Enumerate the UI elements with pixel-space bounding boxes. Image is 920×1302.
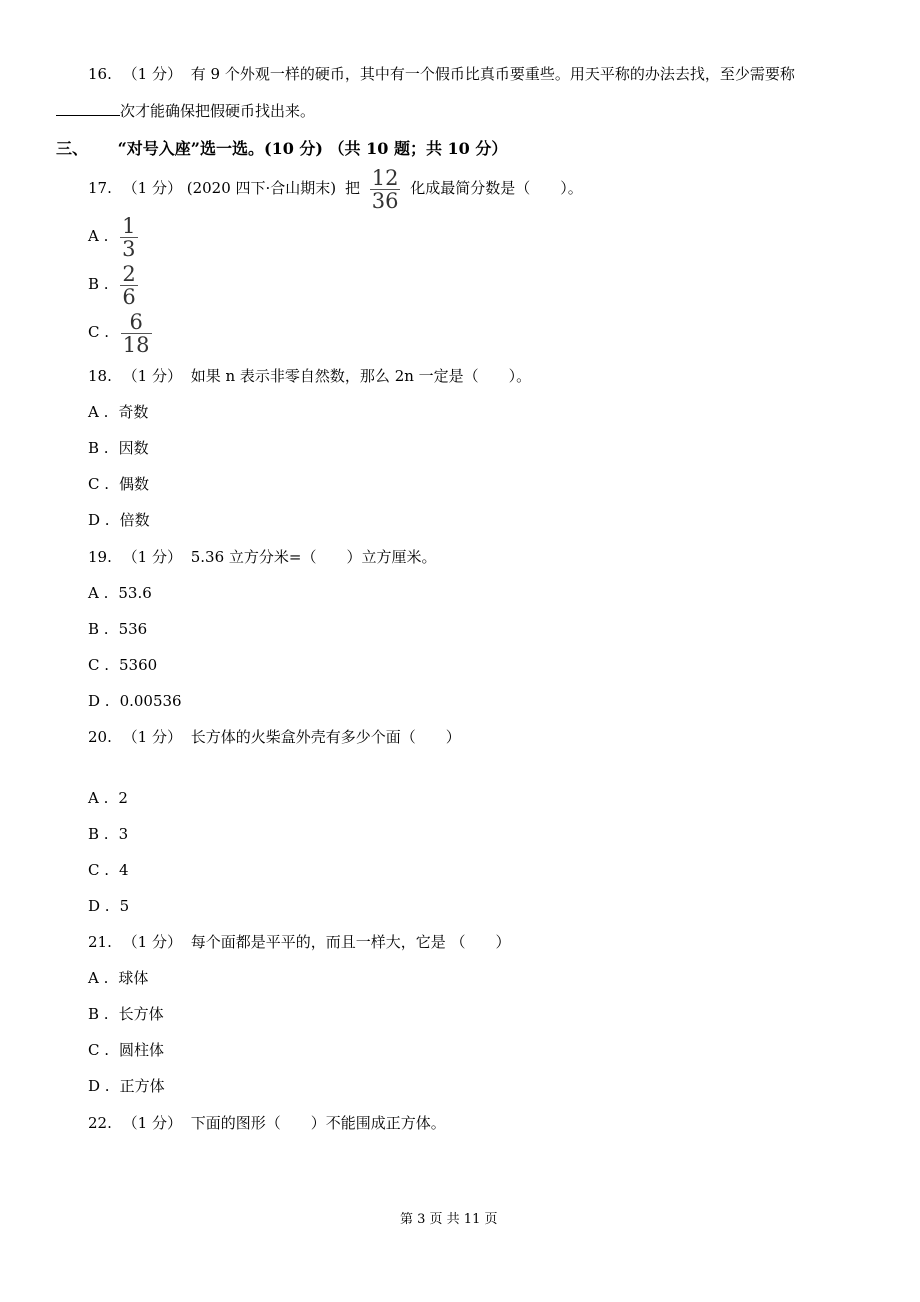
q16-number: 16. xyxy=(88,65,112,83)
option-letter: A . xyxy=(88,789,109,807)
q18-stem xyxy=(88,366,531,386)
q19-number: 19. xyxy=(88,548,112,566)
q17-option-c[interactable] xyxy=(88,310,151,355)
option-text: 536 xyxy=(118,620,148,638)
q21-option-c[interactable] xyxy=(88,1040,164,1060)
fraction-denominator: 6 xyxy=(122,284,136,309)
option-fraction xyxy=(121,213,136,261)
option-text: 5360 xyxy=(119,656,158,674)
q16-line1 xyxy=(88,64,795,84)
section-3-title: “对号入座”选一选。(10 分) （共 10 题；共 10 分） xyxy=(117,139,508,158)
q17-stem xyxy=(88,166,583,211)
option-text: 倍数 xyxy=(119,511,150,529)
option-text: 圆柱体 xyxy=(119,1041,165,1059)
q17-fraction xyxy=(371,165,400,213)
q22-number: 22. xyxy=(88,1114,112,1132)
page-footer: 第 3 页 共 11 页 xyxy=(400,1212,498,1227)
option-letter: B . xyxy=(88,1005,109,1023)
q17-score: （1 分） xyxy=(122,179,182,197)
option-fraction xyxy=(122,309,151,357)
q21-score: （1 分） xyxy=(122,933,182,951)
q16-answer-blank[interactable] xyxy=(56,101,120,116)
q18-option-d[interactable] xyxy=(88,510,150,530)
q17-fraction-denominator: 36 xyxy=(371,188,399,213)
q18-option-b[interactable] xyxy=(88,438,149,458)
option-letter: C . xyxy=(88,475,110,493)
q20-score: （1 分） xyxy=(122,728,182,746)
option-letter: B . xyxy=(88,825,109,843)
q16-line2 xyxy=(56,101,315,121)
option-text: 因数 xyxy=(118,439,149,457)
option-text: 5 xyxy=(119,897,130,915)
option-letter: C . xyxy=(88,323,110,341)
option-text: 奇数 xyxy=(118,403,149,421)
option-text: 长方体 xyxy=(118,1005,164,1023)
q17-option-b[interactable] xyxy=(88,262,137,307)
q19-text: 5.36 立方分米=（ ）立方厘米。 xyxy=(190,548,437,566)
q20-text: 长方体的火柴盒外壳有多少个面（ ） xyxy=(190,728,461,746)
q18-option-a[interactable] xyxy=(88,402,148,422)
option-text: 0.00536 xyxy=(119,692,182,710)
option-text: 正方体 xyxy=(119,1077,165,1095)
fraction-denominator: 3 xyxy=(122,236,136,261)
q17-fraction-numerator: 12 xyxy=(371,165,399,190)
q17-pre: 把 xyxy=(344,179,360,197)
option-text: 3 xyxy=(118,825,129,843)
q20-stem xyxy=(88,727,461,747)
option-letter: C . xyxy=(88,1041,110,1059)
q16-text-cont: 次才能确保把假硬币找出来。 xyxy=(120,102,316,120)
option-text: 2 xyxy=(118,789,128,807)
q22-score: （1 分） xyxy=(122,1114,182,1132)
q16-text: 有 9 个外观一样的硬币，其中有一个假币比真币要重些。用天平称的办法去找，至少需要称 xyxy=(190,65,795,83)
fraction-numerator: 1 xyxy=(122,213,136,238)
option-letter: D . xyxy=(88,692,110,710)
option-letter: A . xyxy=(88,403,109,421)
q19-option-b[interactable] xyxy=(88,619,147,639)
q17-option-a[interactable] xyxy=(88,214,137,259)
q19-score: （1 分） xyxy=(122,548,182,566)
option-letter: C . xyxy=(88,656,110,674)
option-text: 球体 xyxy=(118,969,149,987)
option-letter: A . xyxy=(88,584,109,602)
q17-source: (2020 四下·合山期末) xyxy=(186,179,337,197)
q22-text: 下面的图形（ ）不能围成正方体。 xyxy=(190,1114,446,1132)
q20-option-c[interactable] xyxy=(88,860,129,880)
option-text: 53.6 xyxy=(118,584,152,602)
q20-option-a[interactable] xyxy=(88,788,128,808)
q18-text: 如果 n 表示非零自然数，那么 2n 一定是（ ）。 xyxy=(190,367,532,385)
option-letter: B . xyxy=(88,439,109,457)
q16-score: （1 分） xyxy=(122,65,182,83)
option-letter: B . xyxy=(88,620,109,638)
q22-stem xyxy=(88,1113,446,1133)
q21-option-a[interactable] xyxy=(88,968,148,988)
q18-option-c[interactable] xyxy=(88,474,149,494)
option-letter: D . xyxy=(88,1077,110,1095)
q20-option-d[interactable] xyxy=(88,896,129,916)
q20-option-b[interactable] xyxy=(88,824,128,844)
q21-number: 21. xyxy=(88,933,112,951)
q19-option-a[interactable] xyxy=(88,583,152,603)
q21-text: 每个面都是平平的，而且一样大，它是 （ ） xyxy=(190,933,511,951)
q19-option-c[interactable] xyxy=(88,655,157,675)
fraction-numerator: 2 xyxy=(122,261,136,286)
option-letter: D . xyxy=(88,511,110,529)
q21-option-d[interactable] xyxy=(88,1076,165,1096)
fraction-denominator: 18 xyxy=(122,332,150,357)
option-fraction xyxy=(121,261,136,309)
q18-number: 18. xyxy=(88,367,112,385)
q17-post: 化成最简分数是（ ）。 xyxy=(410,179,583,197)
option-letter: B . xyxy=(88,275,109,293)
section-3-header xyxy=(56,136,507,159)
q20-number: 20. xyxy=(88,728,112,746)
option-letter: A . xyxy=(88,227,109,245)
option-text: 偶数 xyxy=(119,475,150,493)
fraction-numerator: 6 xyxy=(129,309,143,334)
option-letter: C . xyxy=(88,861,110,879)
q19-option-d[interactable] xyxy=(88,691,182,711)
option-letter: D . xyxy=(88,897,110,915)
q21-option-b[interactable] xyxy=(88,1004,164,1024)
option-letter: A . xyxy=(88,969,109,987)
q17-number: 17. xyxy=(88,179,112,197)
option-text: 4 xyxy=(119,861,129,879)
q21-stem xyxy=(88,932,511,952)
q19-stem xyxy=(88,547,436,567)
section-3-label: 三、 xyxy=(56,139,89,158)
q18-score: （1 分） xyxy=(122,367,182,385)
